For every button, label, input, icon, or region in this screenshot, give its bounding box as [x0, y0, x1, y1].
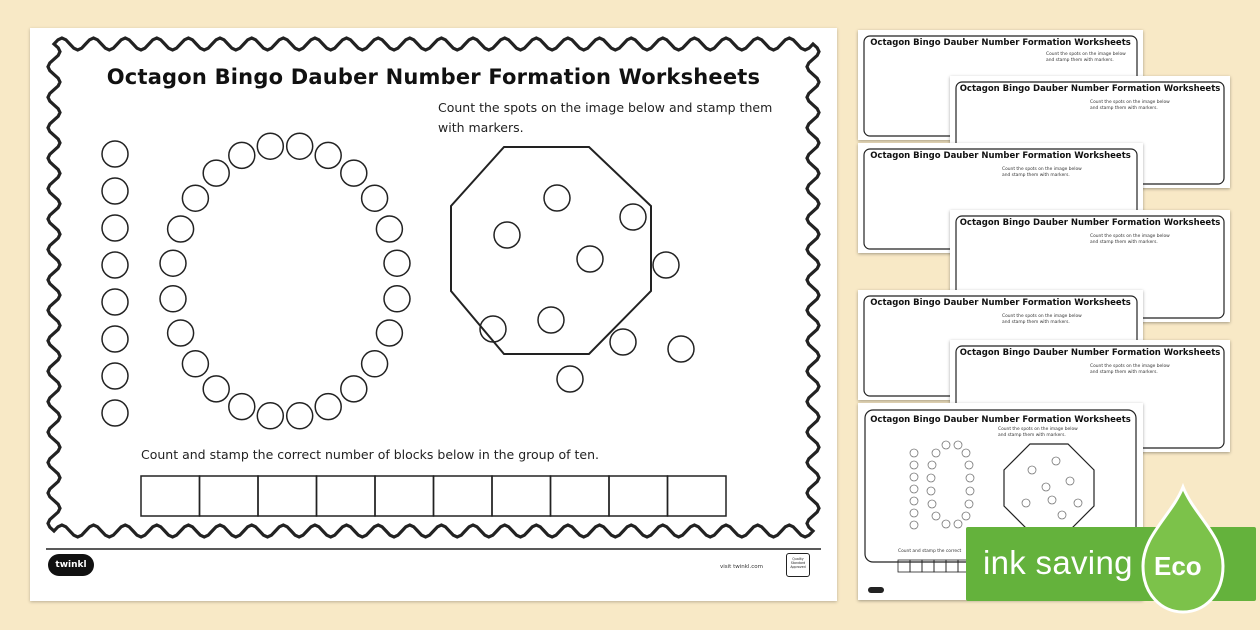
thumbnail-instruction: Count the spots on the image below and stamp them with markers.	[1090, 100, 1170, 111]
worksheet-title: Octagon Bingo Dauber Number Formation Worksheets	[106, 65, 761, 89]
quality-badge: Quality Standard Approved	[786, 553, 810, 577]
thumbnail-instruction: Count the spots on the image below and stamp them with markers.	[1002, 314, 1082, 325]
thumbnail-title: Octagon Bingo Dauber Number Formation Worksheets	[959, 84, 1221, 94]
thumbnail-bottom-instruction: Count and stamp the correct	[898, 549, 962, 554]
thumbnail-title: Octagon Bingo Dauber Number Formation Worksheets	[870, 415, 1131, 425]
eco-badge-text: Eco	[1154, 551, 1202, 581]
blocks-instruction: Count and stamp the correct number of blocks below in the group of ten.	[141, 447, 599, 462]
thumbnail-title: Octagon Bingo Dauber Number Formation Worksheets	[959, 348, 1221, 358]
thumbnail-instruction: Count the spots on the image below and stamp them with markers.	[998, 427, 1078, 438]
footer-link[interactable]: visit twinkl.com	[720, 564, 763, 570]
ink-saving-label: ink saving	[983, 544, 1133, 581]
thumbnail-instruction: Count the spots on the image below and stamp them with markers.	[1090, 234, 1170, 245]
thumbnail-instruction: Count the spots on the image below and stamp them with markers.	[1046, 52, 1126, 63]
spots-instruction: Count the spots on the image below and stamp them with markers.	[438, 100, 773, 135]
thumbnail-title: Octagon Bingo Dauber Number Formation Worksheets	[959, 218, 1221, 228]
thumbnail-title: Octagon Bingo Dauber Number Formation Worksheets	[870, 38, 1131, 48]
thumbnail-instruction: Count the spots on the image below and stamp them with markers.	[1002, 167, 1082, 178]
twinkl-logo: twinkl	[48, 554, 94, 576]
thumbnail-instruction: Count the spots on the image below and stamp them with markers.	[1090, 364, 1170, 375]
thumbnail-title: Octagon Bingo Dauber Number Formation Worksheets	[870, 298, 1131, 308]
thumbnail-title: Octagon Bingo Dauber Number Formation Worksheets	[870, 151, 1131, 161]
